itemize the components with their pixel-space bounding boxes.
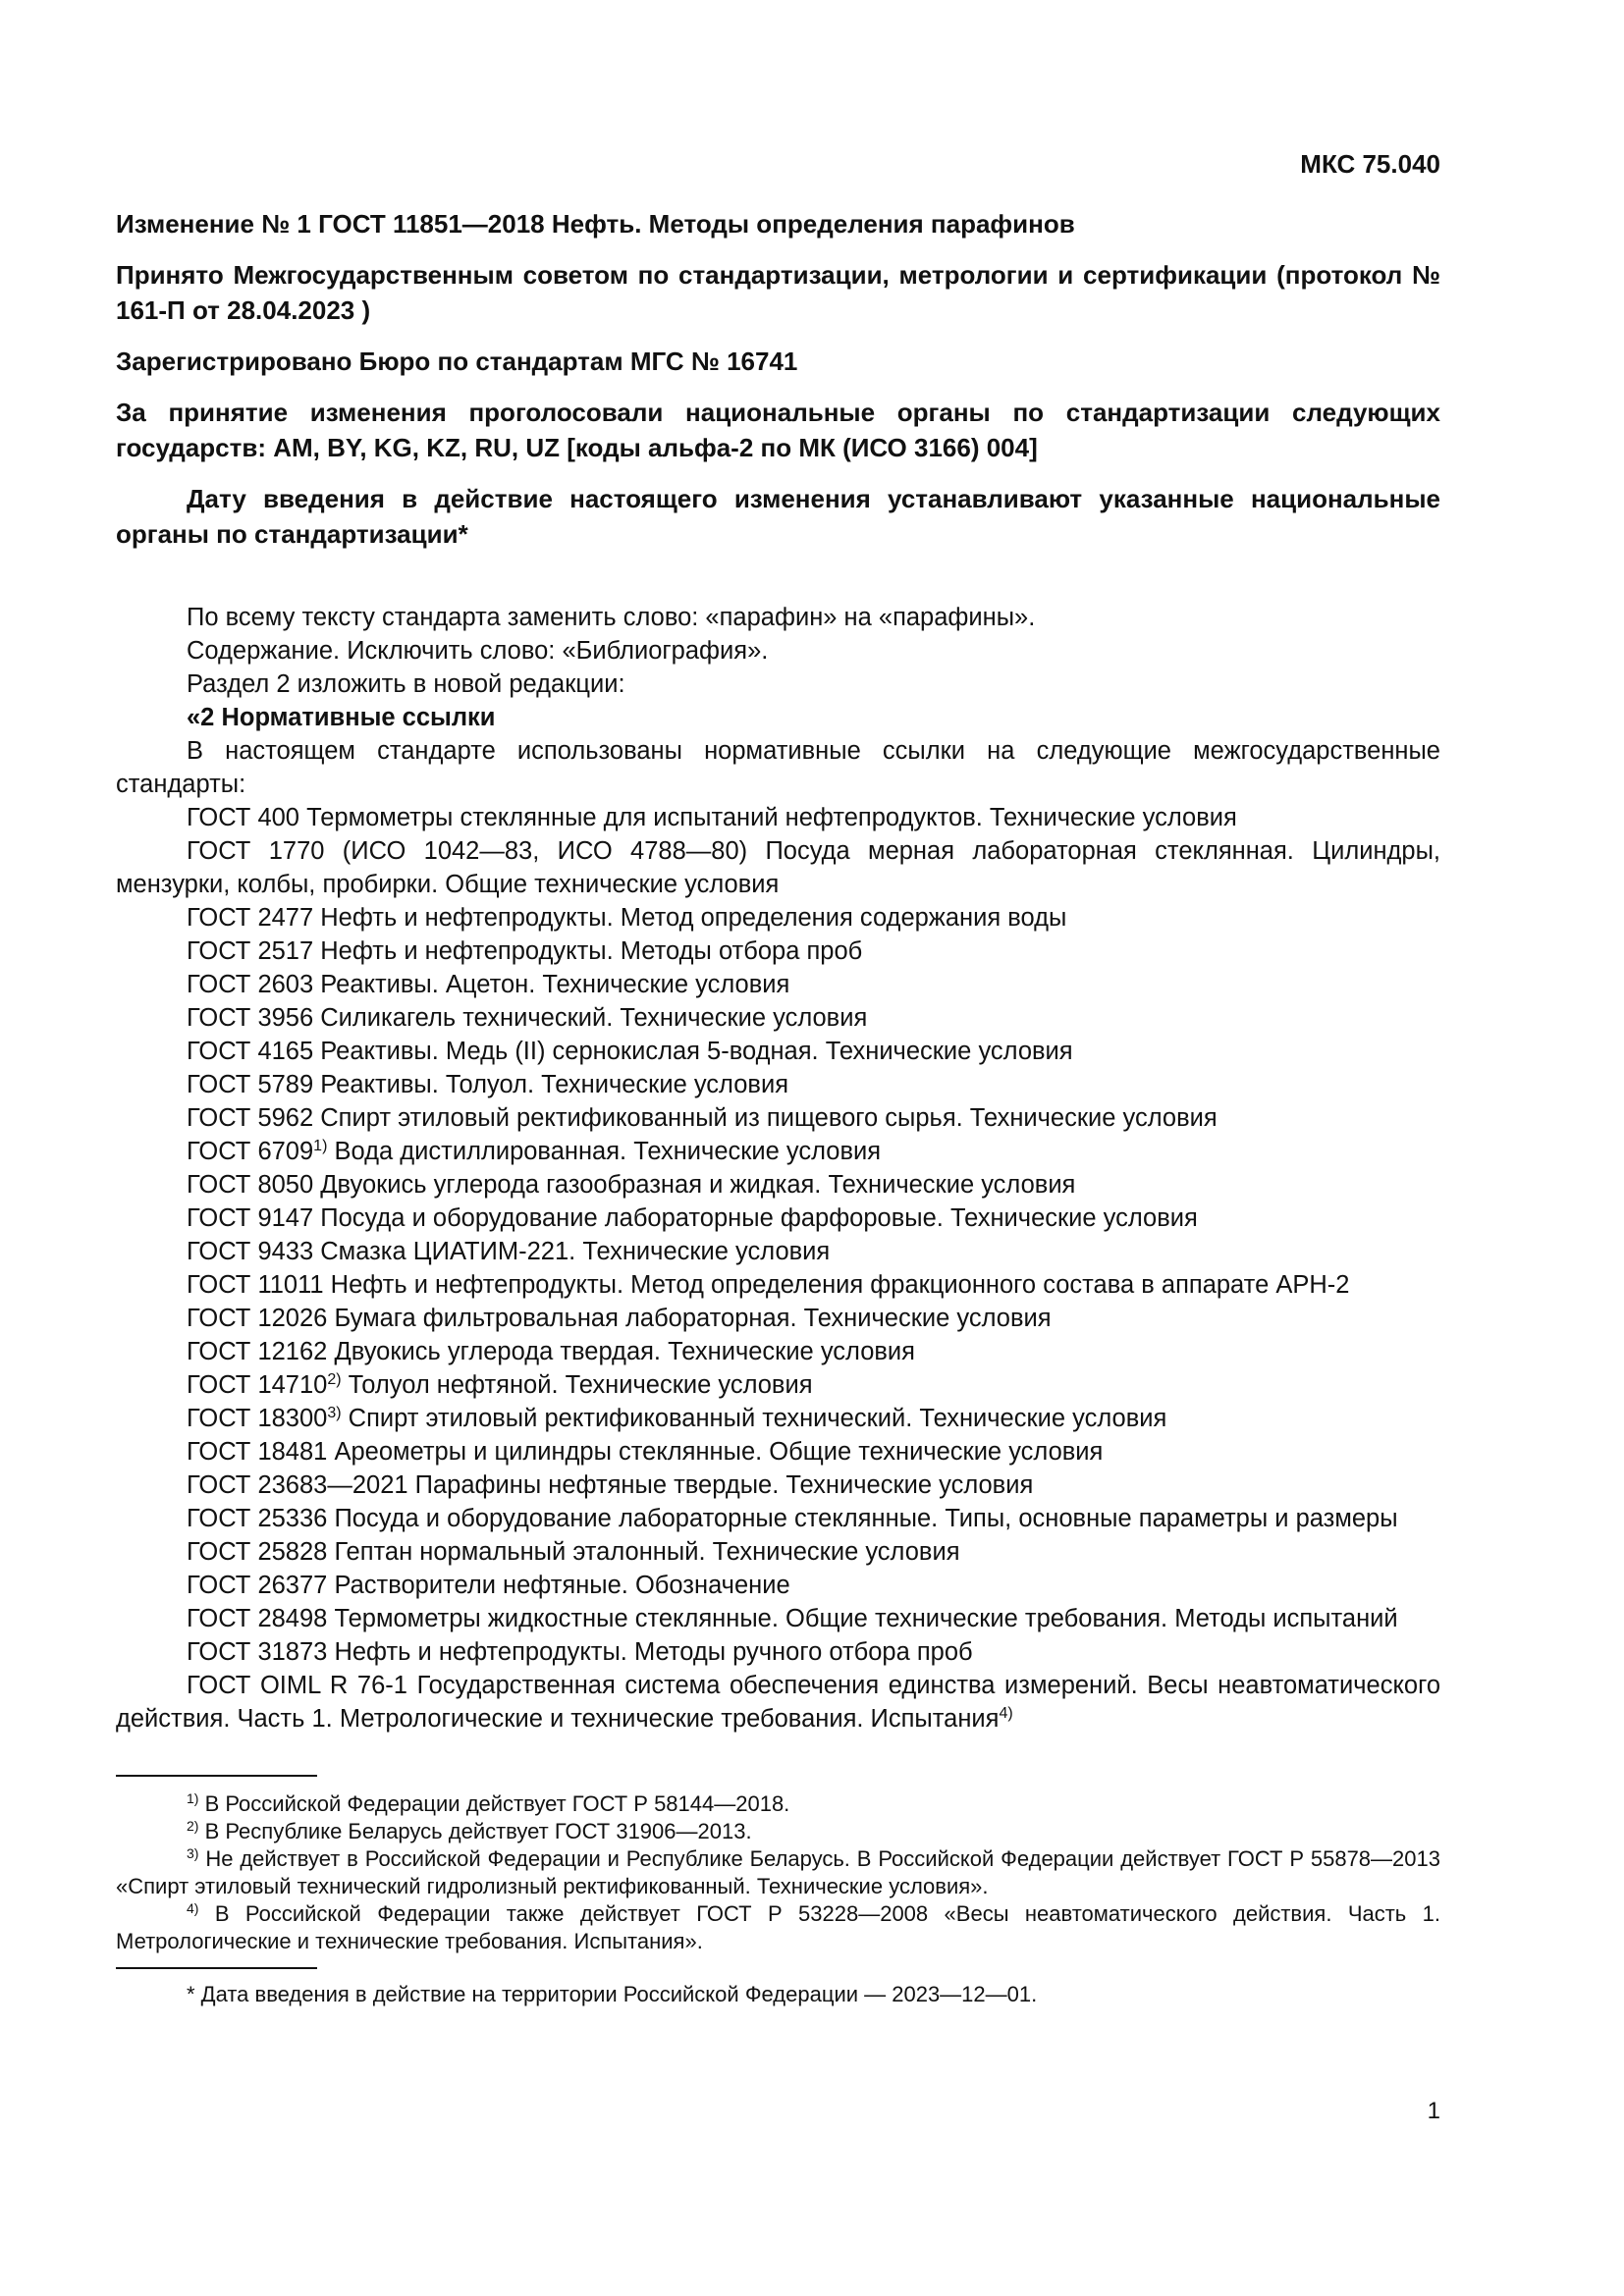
- reference-item: [116, 1035, 1440, 1068]
- footnote-mark: 2): [187, 1818, 199, 1834]
- reference-title: Вода дистиллированная. Технические условия: [327, 1138, 882, 1165]
- reference-number: ГОСТ 1770: [187, 837, 325, 865]
- reference-item: [116, 901, 1440, 934]
- reference-item: [116, 1001, 1440, 1035]
- reference-item: [116, 1402, 1440, 1435]
- reference-item: [116, 1368, 1440, 1402]
- reference-number: ГОСТ 2477: [187, 904, 314, 932]
- reference-number: ГОСТ 28498: [187, 1605, 328, 1632]
- reference-number: ГОСТ 26377: [187, 1572, 328, 1599]
- reference-title: Государственная система обеспечения единства измерений. Весы неавтоматического действия. Часть 1. Метрологические и технические требования. Испытания: [116, 1672, 1440, 1733]
- reference-item: [116, 1101, 1440, 1135]
- footnote-mark: 4): [187, 1900, 199, 1916]
- reference-item: [116, 1235, 1440, 1268]
- footnote-item: [116, 1845, 1440, 1900]
- reference-item: [116, 1669, 1440, 1735]
- reference-title: Ареометры и цилиндры стеклянные. Общие технические условия: [327, 1438, 1104, 1466]
- reference-title: Двуокись углерода газообразная и жидкая. Технические условия: [313, 1171, 1076, 1199]
- footnote-mark: 1): [187, 1790, 199, 1806]
- reference-number: ГОСТ 2603: [187, 971, 314, 998]
- reference-number: ГОСТ 4165: [187, 1038, 314, 1065]
- reference-title: Термометры стеклянные для испытаний нефтепродуктов. Технические условия: [299, 804, 1237, 831]
- footnote-item: [116, 1900, 1440, 1955]
- section-2-intro: Раздел 2 изложить в новой редакции:: [187, 670, 625, 698]
- reference-item: [116, 1569, 1440, 1602]
- reference-title: Смазка ЦИАТИМ-221. Технические условия: [313, 1238, 831, 1265]
- replace-word-instruction: По всему тексту стандарта заменить слово: «парафин» на «парафины».: [187, 604, 1036, 631]
- reference-title: Спирт этиловый ректификованный из пищевого сырья. Технические условия: [313, 1104, 1218, 1132]
- reference-item: [116, 1135, 1440, 1168]
- reference-item: [116, 1502, 1440, 1535]
- reference-item: [116, 1068, 1440, 1101]
- footnote-text: В Республике Беларусь действует ГОСТ 31906—2013.: [198, 1819, 752, 1843]
- reference-item: [116, 1268, 1440, 1302]
- reference-number: ГОСТ 2517: [187, 937, 314, 965]
- reference-title: Реактивы. Толуол. Технические условия: [313, 1071, 788, 1098]
- reference-title: Реактивы. Ацетон. Технические условия: [313, 971, 790, 998]
- effective-date-statement: Дату введения в действие настоящего изменения устанавливают указанные национальные органы по стандартизации*: [116, 484, 1440, 549]
- reference-item: [116, 934, 1440, 968]
- reference-title: (ИСО 1042—83, ИСО 4788—80) Посуда мерная лабораторная стеклянная. Цилиндры, мензурки, колбы, пробирки. Общие технические условия: [116, 837, 1441, 898]
- reference-title: Реактивы. Медь (II) сернокислая 5-водная. Технические условия: [313, 1038, 1073, 1065]
- reference-number: ГОСТ OIML R 76-1: [187, 1672, 407, 1699]
- reference-item: [116, 1335, 1440, 1368]
- reference-number: ГОСТ 9147: [187, 1204, 314, 1232]
- reference-title: Нефть и нефтепродукты. Метод определения фракционного состава в аппарате АРН-2: [323, 1271, 1350, 1299]
- footnote-text: Не действует в Российской Федерации и Республике Беларусь. В Российской Федерации действует ГОСТ Р 55878—2013 «Спирт этиловый технический гидролизный ректификованный. Технические условия».: [116, 1846, 1440, 1898]
- footnote-marker: 2): [327, 1371, 342, 1388]
- reference-title: Спирт этиловый ректификованный технический. Технические условия: [341, 1405, 1167, 1432]
- reference-number: ГОСТ 6709: [187, 1138, 314, 1165]
- reference-title: Нефть и нефтепродукты. Методы отбора проб: [313, 937, 863, 965]
- footnote-marker: 1): [313, 1138, 328, 1154]
- reference-item: [116, 1201, 1440, 1235]
- registration-statement: Зарегистрировано Бюро по стандартам МГС № 16741: [116, 347, 798, 376]
- reference-number: ГОСТ 5962: [187, 1104, 314, 1132]
- footnote-item: [116, 1818, 1440, 1845]
- reference-title: Растворители нефтяные. Обозначение: [327, 1572, 790, 1599]
- reference-title: Нефть и нефтепродукты. Метод определения содержания воды: [313, 904, 1067, 932]
- footnote-item: [116, 1790, 1440, 1818]
- reference-number: ГОСТ 12162: [187, 1338, 328, 1365]
- reference-number: ГОСТ 3956: [187, 1004, 314, 1032]
- reference-list: [116, 801, 1440, 1735]
- footnote-list: [116, 1790, 1440, 1955]
- footnote-text: В Российской Федерации также действует ГОСТ Р 53228—2008 «Весы неавтоматического действия. Часть 1. Метрологические и технические требования. Испытания».: [116, 1901, 1440, 1953]
- reference-title: Термометры жидкостные стеклянные. Общие технические требования. Методы испытаний: [327, 1605, 1398, 1632]
- reference-number: ГОСТ 5789: [187, 1071, 314, 1098]
- contents-instruction: Содержание. Исключить слово: «Библиография».: [187, 637, 769, 665]
- footnote-divider: [116, 1775, 317, 1777]
- footnote-mark: 3): [187, 1845, 199, 1861]
- reference-number: ГОСТ 400: [187, 804, 299, 831]
- section-2-title: «2 Нормативные ссылки: [187, 704, 496, 731]
- reference-number: ГОСТ 12026: [187, 1305, 328, 1332]
- date-footnote: * Дата введения в действие на территории Российской Федерации — 2023—12—01.: [187, 1982, 1038, 2006]
- footnote-marker: 3): [327, 1405, 342, 1421]
- reference-number: ГОСТ 31873: [187, 1638, 328, 1666]
- reference-title: Посуда и оборудование лабораторные фарфоровые. Технические условия: [313, 1204, 1198, 1232]
- reference-item: [116, 1302, 1440, 1335]
- reference-number: ГОСТ 23683—2021: [187, 1471, 408, 1499]
- reference-number: ГОСТ 14710: [187, 1371, 328, 1399]
- reference-item: [116, 1535, 1440, 1569]
- reference-item: [116, 801, 1440, 834]
- reference-item: [116, 1435, 1440, 1468]
- footnote-text: В Российской Федерации действует ГОСТ Р 58144—2018.: [198, 1791, 790, 1816]
- reference-number: ГОСТ 18300: [187, 1405, 328, 1432]
- reference-number: ГОСТ 11011: [187, 1271, 324, 1299]
- reference-item: [116, 834, 1440, 901]
- page-number: 1: [1427, 2098, 1440, 2124]
- reference-item: [116, 1468, 1440, 1502]
- reference-number: ГОСТ 8050: [187, 1171, 314, 1199]
- reference-title: Парафины нефтяные твердые. Технические условия: [407, 1471, 1034, 1499]
- footnote-marker: 4): [999, 1705, 1013, 1722]
- reference-number: ГОСТ 25828: [187, 1538, 328, 1566]
- reference-item: [116, 1602, 1440, 1635]
- reference-title: Силикагель технический. Технические условия: [313, 1004, 868, 1032]
- adopted-statement: Принято Межгосударственным советом по стандартизации, метрологии и сертификации (протокол № 161-П от 28.04.2023 ): [116, 260, 1440, 325]
- reference-title: Двуокись углерода твердая. Технические условия: [327, 1338, 915, 1365]
- amendment-title: Изменение № 1 ГОСТ 11851—2018 Нефть. Методы определения парафинов: [116, 209, 1075, 239]
- reference-title: Нефть и нефтепродукты. Методы ручного отбора проб: [327, 1638, 973, 1666]
- reference-title: Гептан нормальный эталонный. Технические условия: [327, 1538, 960, 1566]
- reference-item: [116, 968, 1440, 1001]
- date-footnote-divider: [116, 1967, 317, 1969]
- reference-title: Бумага фильтровальная лабораторная. Технические условия: [327, 1305, 1052, 1332]
- reference-title: Посуда и оборудование лабораторные стеклянные. Типы, основные параметры и размеры: [327, 1505, 1398, 1532]
- spacer: [116, 567, 1440, 601]
- classification-code: МКС 75.040: [1300, 149, 1440, 179]
- reference-item: [116, 1635, 1440, 1669]
- reference-title: Толуол нефтяной. Технические условия: [341, 1371, 813, 1399]
- reference-item: [116, 1168, 1440, 1201]
- reference-number: ГОСТ 18481: [187, 1438, 328, 1466]
- section-2-lead: В настоящем стандарте использованы нормативные ссылки на следующие межгосударственные стандарты:: [116, 737, 1440, 798]
- reference-number: ГОСТ 9433: [187, 1238, 314, 1265]
- voting-statement: За принятие изменения проголосовали национальные органы по стандартизации следующих государств: AM, BY, KG, KZ, RU, UZ [коды альфа-2 по МК (ИСО 3166) 004]: [116, 398, 1440, 462]
- reference-number: ГОСТ 25336: [187, 1505, 328, 1532]
